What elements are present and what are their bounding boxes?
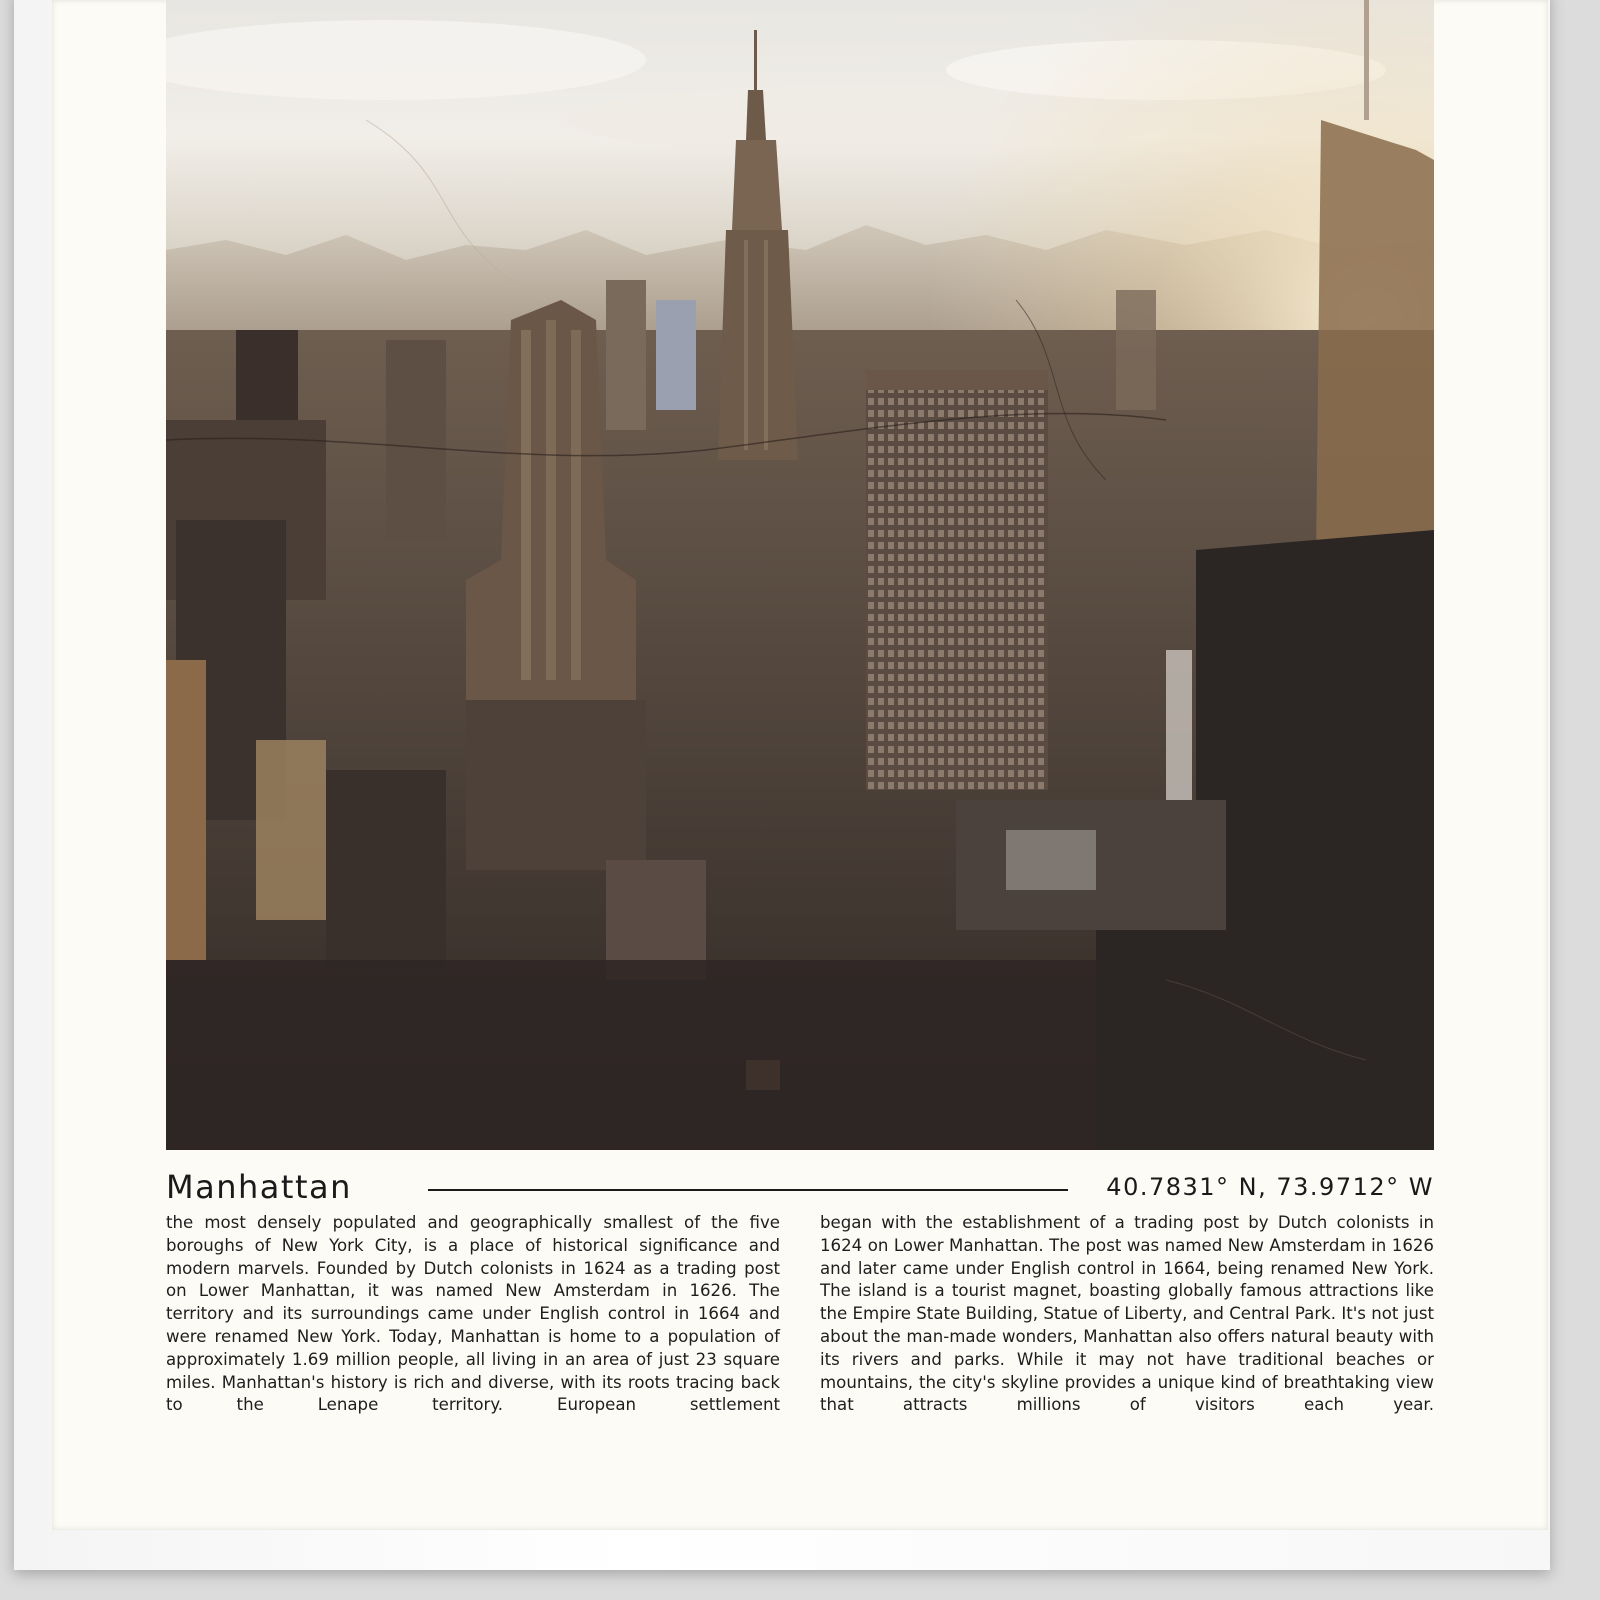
description-column-right: began with the establishment of a trading post by Dutch colonists in 1624 on Lower Manhattan. The post was named New Amsterdam in 1626 and later came under English control in 1664, being renamed New York. The island is a tourist magnet, boasting globally famous attractions like the Empire State Building, Statue of Liberty, and Central Park. It's not just about the man-made wonders, Manhattan also offers natural beauty with its rivers and parks. While it may not have traditional beaches or mountains, the city's skyline provides a unique kind of breathtaking view that attracts millions of visitors each year.	[820, 1213, 1434, 1415]
caption-header	[166, 1165, 1434, 1215]
description-column-left: the most densely populated and geographically smallest of the five boroughs of New York City, is a place of historical significance and modern marvels. Founded by Dutch colonists in 1624 as a trading post on Lower Manhattan, it was named New Amsterdam in 1626. The territory and its surroundings came under English control in 1664 and were renamed New York. Today, Manhattan is home to a population of approximately 1.69 million people, all living in an area of just 23 square miles. Manhattan's history is rich and diverse, with its roots tracing back to the Lenape territory. European settlement	[166, 1213, 780, 1415]
poster-title: Manhattan	[166, 1168, 352, 1206]
coordinates-text: 40.7831° N, 73.9712° W	[1106, 1173, 1434, 1201]
manhattan-skyline-painting	[166, 0, 1434, 1150]
divider-line	[428, 1189, 1068, 1191]
